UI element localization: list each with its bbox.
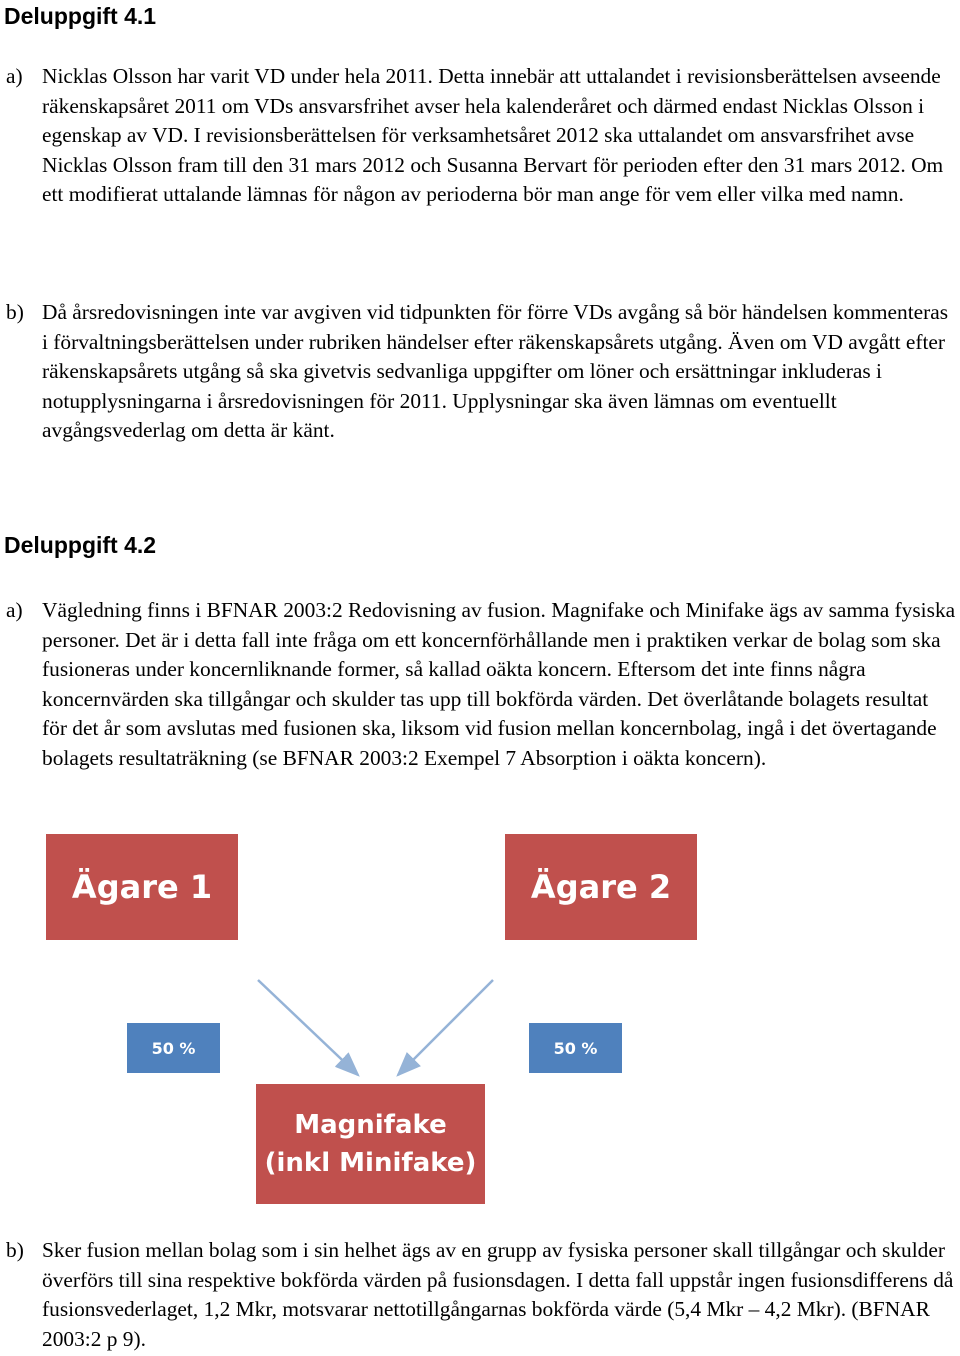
section-heading: Deluppgift 4.2 (4, 532, 157, 558)
section-heading: Deluppgift 4.1 (4, 3, 157, 29)
target-subtitle: (inkl Minifake) (264, 1148, 477, 1178)
target-name: Magnifake (294, 1110, 447, 1140)
owner-1-box: Ägare 1 (46, 834, 238, 940)
owner-2-box: Ägare 2 (505, 834, 697, 940)
list-marker: b) (6, 1238, 24, 1262)
paragraph-text: Sker fusion mellan bolag som i sin helhet ägs av en grupp av fysiska personer skall tillgångar och skulder överförs till sina respektive bokförda värden på fusionsdagen. I detta fall uppstår ingen fusionsdifferens då fusionsvederlaget, 1,2 Mkr, motsvarar nettotillgångarnas bokförda värde (5,4 Mkr – 4,2 Mkr). (BFNAR 2003:2 p 9). (42, 1238, 954, 1351)
list-marker: a) (6, 64, 23, 88)
paragraph-4-2-b (6, 1236, 958, 1354)
arrow-owner2-to-target (398, 980, 493, 1075)
share-badge-left: 50 % (127, 1023, 220, 1073)
target-company-box (256, 1084, 485, 1204)
arrow-owner1-to-target (258, 980, 358, 1075)
list-marker: a) (6, 598, 23, 622)
share-badge-right: 50 % (529, 1023, 622, 1073)
paragraph-text: Nicklas Olsson har varit VD under hela 2011. Detta innebär att uttalandet i revisionsberättelsen avseende räkenskapsåret 2011 om VDs ansvarsfrihet avser hela kalenderåret och därmed endast Nicklas Olsson i egenskap av VD. I revisionsberättelsen för verksamhetsåret 2012 ska uttalandet om ansvarsfrihet avse Nicklas Olsson fram till den 31 mars 2012 och Susanna Bervart för perioden efter den 31 mars 2012. Om ett modifierat uttalande lämnas för någon av perioderna bör man ange för vem eller vilka med namn. (42, 64, 944, 206)
list-marker: b) (6, 300, 24, 324)
paragraph-text: Vägledning finns i BFNAR 2003:2 Redovisning av fusion. Magnifake och Minifake ägs av samma fysiska personer. Det är i detta fall inte fråga om ett koncernförhållande men i praktiken verkar de bolag som ska fusioneras under koncernliknande former, så kallad oäkta koncern. Eftersom det inte finns några koncernvärden ska tillgångar och skulder tas upp till bokförda värden. Det överlåtande bolagets resultat för det år som avslutas med fusionen ska, liksom vid fusion mellan koncernbolag, ingå i det övertagande bolagets resultaträkning (se BFNAR 2003:2 Exempel 7 Absorption i oäkta koncern). (42, 598, 956, 770)
paragraph-text: Då årsredovisningen inte var avgiven vid tidpunkten för förre VDs avgång så bör händelsen kommenteras i förvaltningsberättelsen under rubriken händelser efter räkenskapsårets utgång. Även om VD avgått efter räkenskapsårets utgång så ska givetvis sedvanliga uppgifter om löner och ersättningar inkluderas i notupplysningarna i årsredovisningen för 2011. Upplysningar ska även lämnas om eventuellt avgångsvederlag om detta är känt. (42, 300, 949, 442)
